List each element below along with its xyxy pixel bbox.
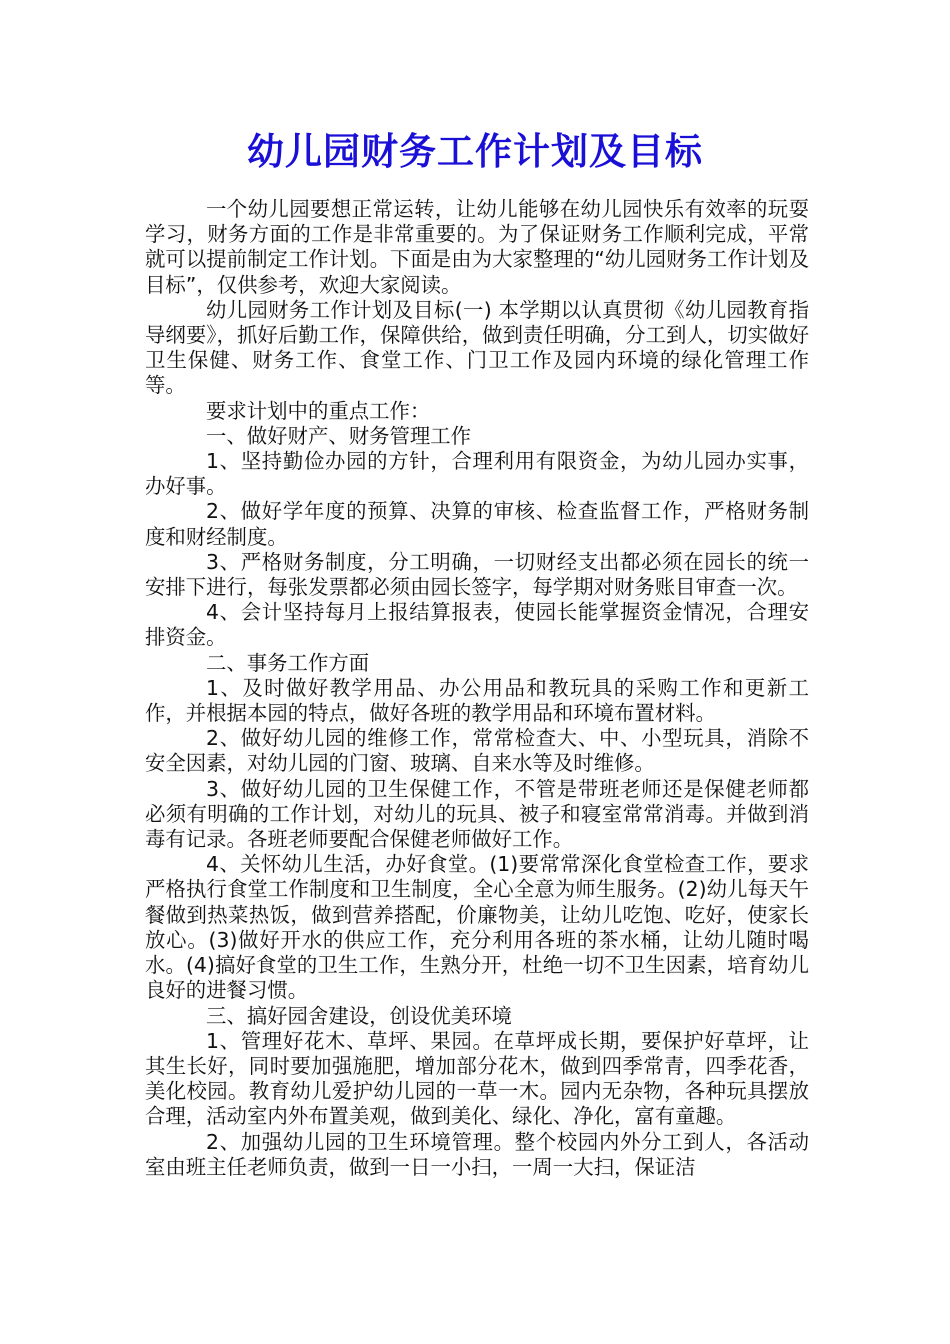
list-item: 2、做好幼儿园的维修工作，常常检查大、中、小型玩具，消除不安全因素，对幼儿园的门窗、玻璃、自来水等及时维修。 (145, 726, 809, 776)
list-item: 1、及时做好教学用品、办公用品和教玩具的采购工作和更新工作，并根据本园的特点，做好各班的教学用品和环境布置材料。 (145, 675, 809, 726)
document-title: 幼儿园财务工作计划及目标 (247, 129, 703, 173)
intro-paragraph: 一个幼儿园要想正常运转，让幼儿能够在幼儿园快乐有效率的玩耍学习，财务方面的工作是非常重要的。为了保证财务工作顺利完成，平常就可以提前制定工作计划。下面是由为大家整理的“幼儿园财务工作计划及目标”，仅供参考，欢迎大家阅读。 (145, 197, 809, 297)
section-two-heading: 二、事务工作方面 (206, 650, 370, 675)
key-work-heading: 要求计划中的重点工作： (206, 398, 431, 423)
list-item: 2、加强幼儿园的卫生环境管理。整个校园内外分工到人，各活动室由班主任老师负责，做到一日一小扫，一周一大扫，保证洁 (145, 1129, 809, 1179)
list-item: 3、严格财务制度，分工明确，一切财经支出都必须在园长的统一安排下进行，每张发票都必须由园长签字，每学期对财务账目审查一次。 (145, 549, 809, 600)
list-item: 1、管理好花木、草坪、果园。在草坪成长期，要保护好草坪，让其生长好，同时要加强施肥，增加部分花木，做到四季常青，四季花香，美化校园。教育幼儿爱护幼儿园的一草一木。园内无杂物，各种玩具摆放合理，活动室内外布置美观，做到美化、绿化、净化，富有童趣。 (145, 1028, 809, 1129)
section-one-heading: 一、做好财产、财务管理工作 (206, 423, 472, 448)
list-item: 4、关怀幼儿生活，办好食堂。(1)要常常深化食堂检查工作，要求严格执行食堂工作制度和卫生制度，全心全意为师生服务。(2)幼儿每天午餐做到热菜热饭，做到营养搭配，价廉物美，让幼儿吃饱、吃好，使家长放心。(3)做好开水的供应工作，充分利用各班的茶水桶，让幼儿随时喝水。(4)搞好食堂的卫生工作，生熟分开，杜绝一切不卫生因素，培育幼儿良好的进餐习惯。 (145, 852, 809, 1003)
plan-one-paragraph: 幼儿园财务工作计划及目标(一) 本学期以认真贯彻《幼儿园教育指导纲要》，抓好后勤工作，保障供给，做到责任明确，分工到人，切实做好卫生保健、财务工作、食堂工作、门卫工作及园内环境的绿化管理工作等。 (145, 297, 809, 398)
list-item: 3、做好幼儿园的卫生保健工作，不管是带班老师还是保健老师都必须有明确的工作计划，对幼儿的玩具、被子和寝室常常消毒。并做到消毒有记录。各班老师要配合保健老师做好工作。 (145, 776, 809, 852)
section-three-heading: 三、搞好园舍建设，创设优美环境 (206, 1003, 512, 1028)
document-body (145, 197, 809, 1180)
list-item: 4、会计坚持每月上报结算报表，使园长能掌握资金情况，合理安排资金。 (145, 600, 809, 650)
list-item: 2、做好学年度的预算、决算的审核、检查监督工作，严格财务制度和财经制度。 (145, 499, 809, 549)
list-item: 1、坚持勤俭办园的方针，合理利用有限资金，为幼儿园办实事，办好事。 (145, 449, 809, 499)
